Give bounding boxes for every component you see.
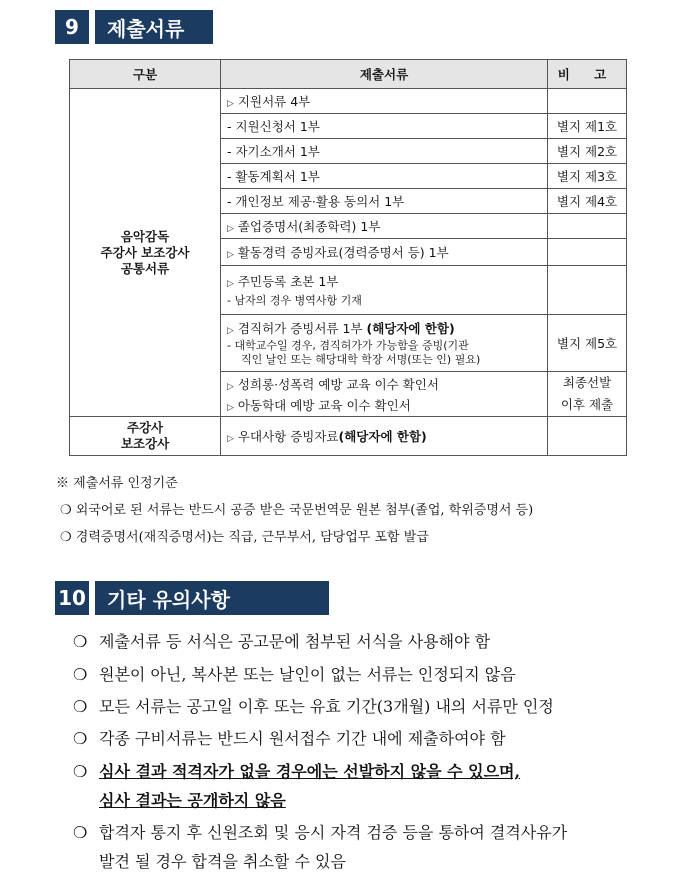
triangle-bullet-icon: ▷ — [227, 224, 234, 234]
triangle-bullet-icon: ▷ — [227, 402, 234, 413]
remark-cell — [548, 417, 627, 456]
triangle-bullet-icon: ▷ — [227, 99, 234, 109]
doc-item-emphasis: (해당자에 한함) — [366, 321, 455, 336]
triangle-bullet-icon: ▷ — [227, 250, 234, 260]
doc-item — [221, 417, 548, 456]
remark-cell — [548, 89, 627, 114]
caution-item — [73, 694, 554, 717]
category-line: 보조강사 — [120, 436, 170, 451]
section-9-title: 제출서류 — [95, 10, 213, 44]
caution-item — [73, 759, 520, 782]
notes-item: ❍ 외국어로 된 서류는 반드시 공증 받은 국문번역문 원본 첨부(졸업, 학위증명서 등) — [60, 503, 534, 518]
circle-bullet-icon: ❍ — [73, 632, 88, 651]
doc-item-text: 주민등록 초본 1부 — [237, 274, 339, 289]
caution-text: 발견 될 경우 합격을 취소할 수 있음 — [99, 852, 346, 871]
caution-text: 심사 결과 적격자가 없을 경우에는 선발하지 않을 수 있으며, — [99, 762, 521, 781]
doc-item — [221, 266, 548, 315]
circle-bullet-icon: ❍ — [73, 729, 88, 748]
category-line: 주강사 — [126, 420, 164, 435]
common-category-cell — [70, 89, 221, 417]
doc-item-text: 지원서류 4부 — [237, 94, 311, 109]
doc-item-text: 우대사항 증빙자료 — [237, 429, 339, 444]
doc-item — [221, 372, 548, 417]
section-9-number: 9 — [55, 10, 89, 44]
triangle-bullet-icon: ▷ — [227, 434, 234, 444]
notes-heading: ※ 제출서류 인정기준 — [56, 476, 178, 491]
doc-item: - 활동계획서 1부 — [221, 164, 548, 189]
section-10-title: 기타 유의사항 — [95, 581, 329, 615]
doc-item — [221, 239, 548, 266]
circle-bullet-icon: ❍ — [73, 823, 88, 842]
triangle-bullet-icon: ▷ — [227, 381, 234, 392]
table-row — [70, 417, 627, 456]
remark-line: 이후 제출 — [560, 397, 614, 412]
doc-item-text: 활동경력 증빙자료(경력증명서 등) 1부 — [237, 245, 449, 260]
caution-text: 원본이 아닌, 복사본 또는 날인이 없는 서류는 인정되지 않음 — [99, 665, 516, 684]
remark-cell — [548, 214, 627, 239]
caution-item — [73, 849, 346, 872]
remark-cell: 별지 제4호 — [548, 189, 627, 214]
remark-cell — [548, 239, 627, 266]
caution-text: 각종 구비서류는 반드시 원서접수 기간 내에 제출하여야 함 — [99, 729, 506, 748]
triangle-bullet-icon: ▷ — [227, 326, 234, 336]
remark-cell — [548, 266, 627, 315]
section-10-number: 10 — [55, 581, 89, 615]
section-9-header — [55, 10, 213, 44]
caution-text: 모든 서류는 공고일 이후 또는 유효 기간(3개월) 내의 서류만 인정 — [99, 697, 554, 716]
circle-bullet-icon: ❍ — [73, 697, 88, 716]
header-category: 구분 — [70, 60, 221, 89]
doc-item-subtext: 직인 날인 또는 해당대학 학장 서명(또는 인) 필요) — [241, 353, 481, 366]
remark-cell — [548, 372, 627, 417]
remark-line: 최종선발 — [562, 375, 612, 390]
doc-item — [221, 89, 548, 114]
category-line: 음악감독 — [120, 228, 170, 244]
circle-bullet-icon: ❍ — [73, 762, 88, 781]
caution-item — [73, 662, 516, 685]
table-header-row — [70, 60, 627, 89]
doc-item-emphasis: (해당자에 한함) — [338, 429, 427, 444]
header-remarks: 비 고 — [548, 60, 627, 89]
triangle-bullet-icon: ▷ — [227, 279, 234, 289]
doc-item: - 자기소개서 1부 — [221, 139, 548, 164]
caution-item — [73, 726, 506, 749]
caution-item — [73, 629, 490, 652]
doc-item: - 개인정보 제공·활용 동의서 1부 — [221, 189, 548, 214]
circle-bullet-icon: ❍ — [73, 665, 88, 684]
caution-text: 심사 결과는 공개하지 않음 — [99, 791, 286, 810]
caution-text: 합격자 통지 후 신원조회 및 응시 자격 검증 등을 통하여 결격사유가 — [99, 823, 568, 842]
remark-cell: 별지 제3호 — [548, 164, 627, 189]
doc-item-text: 졸업증명서(최종학력) 1부 — [237, 219, 381, 234]
documents-table — [69, 59, 627, 456]
caution-text: 제출서류 등 서식은 공고문에 첨부된 서식을 사용해야 함 — [99, 632, 491, 651]
doc-item-subtext: - 대학교수일 경우, 겸직허가가 가능함을 증빙(기관 — [227, 339, 469, 352]
doc-item-subtext: - 남자의 경우 병역사항 기재 — [227, 294, 362, 307]
remark-cell: 별지 제1호 — [548, 114, 627, 139]
caution-item — [73, 820, 567, 843]
remark-cell: 별지 제2호 — [548, 139, 627, 164]
table-row — [70, 89, 627, 114]
notes-item: ❍ 경력증명서(재직증명서)는 직급, 근무부서, 담당업무 포함 발급 — [60, 530, 429, 545]
doc-item — [221, 315, 548, 372]
remark-cell: 별지 제5호 — [548, 315, 627, 372]
preferred-category-cell — [70, 417, 221, 456]
section-10-header — [55, 581, 329, 615]
doc-item — [221, 214, 548, 239]
doc-item-text: 겸직허가 증빙서류 1부 — [237, 321, 367, 336]
doc-item-text: 성희롱·성폭력 예방 교육 이수 확인서 — [237, 376, 439, 392]
category-line: 주강사 보조강사 — [100, 244, 190, 260]
header-documents: 제출서류 — [221, 60, 548, 89]
category-line: 공통서류 — [120, 260, 170, 276]
caution-item — [73, 788, 286, 811]
doc-item: - 지원신청서 1부 — [221, 114, 548, 139]
doc-item-text: 아동학대 예방 교육 이수 확인서 — [237, 397, 411, 413]
